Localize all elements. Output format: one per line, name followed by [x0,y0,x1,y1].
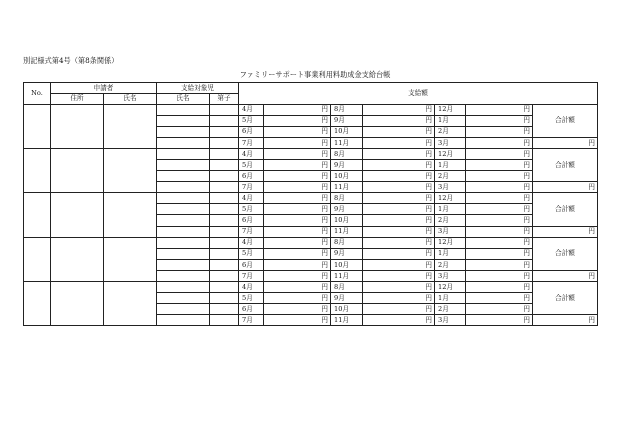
child-order-cell[interactable] [210,159,239,170]
document-title: ファミリーサポート事業利用料助成金支給台帳 [239,70,391,79]
month-amount-cell[interactable]: 円 [264,304,331,315]
child-order-cell[interactable] [210,115,239,126]
total-amount-cell[interactable]: 円 [533,270,598,281]
month-amount-cell[interactable]: 円 [363,137,435,148]
month-label: 4月 [239,282,264,293]
total-amount-cell[interactable]: 円 [533,315,598,326]
child-order-cell[interactable] [210,304,239,315]
month-label: 4月 [239,193,264,204]
month-amount-cell[interactable]: 円 [264,171,331,182]
address-header: 住所 [51,94,104,105]
month-label: 7月 [239,270,264,281]
child-order-cell[interactable] [210,215,239,226]
no-header: No. [24,83,51,105]
month-amount-cell[interactable]: 円 [466,182,533,193]
child-order-header: 第子 [210,94,239,105]
month-amount-cell[interactable]: 円 [264,148,331,159]
month-label: 2月 [435,171,466,182]
total-label: 合計額 [533,148,598,181]
month-label: 12月 [435,148,466,159]
month-amount-cell[interactable]: 円 [363,148,435,159]
month-amount-cell[interactable]: 円 [466,248,533,259]
month-amount-cell[interactable]: 円 [264,104,331,115]
month-amount-cell[interactable]: 円 [264,248,331,259]
applicant-address-cell[interactable] [51,148,104,192]
month-amount-cell[interactable]: 円 [264,182,331,193]
month-label: 5月 [239,293,264,304]
month-amount-cell[interactable]: 円 [363,171,435,182]
child-order-cell[interactable] [210,182,239,193]
record-no-cell[interactable] [24,193,51,237]
month-label: 1月 [435,159,466,170]
total-amount-cell[interactable]: 円 [533,137,598,148]
child-name-cell[interactable] [157,148,210,159]
month-label: 10月 [331,126,363,137]
child-order-cell[interactable] [210,293,239,304]
child-order-cell[interactable] [210,282,239,293]
month-label: 3月 [435,137,466,148]
month-amount-cell[interactable]: 円 [466,104,533,115]
month-label: 2月 [435,215,466,226]
month-label: 9月 [331,159,363,170]
record-no-cell[interactable] [24,282,51,326]
month-label: 8月 [331,282,363,293]
child-name-cell[interactable] [157,126,210,137]
total-amount-cell[interactable]: 円 [533,226,598,237]
month-amount-cell[interactable]: 円 [363,293,435,304]
month-label: 5月 [239,248,264,259]
child-order-cell[interactable] [210,171,239,182]
child-name-cell[interactable] [157,282,210,293]
month-amount-cell[interactable]: 円 [264,270,331,281]
month-amount-cell[interactable]: 円 [264,315,331,326]
month-amount-cell[interactable]: 円 [363,115,435,126]
month-label: 3月 [435,182,466,193]
month-label: 10月 [331,171,363,182]
child-order-cell[interactable] [210,193,239,204]
month-label: 7月 [239,226,264,237]
month-amount-cell[interactable]: 円 [466,270,533,281]
child-name-cell[interactable] [157,248,210,259]
applicant-name-cell[interactable] [104,237,157,281]
month-label: 8月 [331,104,363,115]
month-amount-cell[interactable]: 円 [466,282,533,293]
month-label: 4月 [239,237,264,248]
month-amount-cell[interactable]: 円 [363,159,435,170]
month-label: 8月 [331,237,363,248]
month-label: 11月 [331,270,363,281]
amount-header: 支給額 [239,83,598,105]
child-order-cell[interactable] [210,226,239,237]
month-label: 12月 [435,104,466,115]
month-label: 1月 [435,293,466,304]
month-amount-cell[interactable]: 円 [363,248,435,259]
month-amount-cell[interactable]: 円 [264,137,331,148]
month-amount-cell[interactable]: 円 [363,226,435,237]
month-label: 1月 [435,248,466,259]
form-number-label: 別記様式第4号（第8条関係） [23,56,119,65]
month-label: 12月 [435,282,466,293]
month-label: 10月 [331,259,363,270]
month-amount-cell[interactable]: 円 [363,215,435,226]
header-row-1 [24,83,598,94]
applicant-name-cell[interactable] [104,282,157,326]
child-name-cell[interactable] [157,226,210,237]
month-amount-cell[interactable]: 円 [363,104,435,115]
month-label: 9月 [331,204,363,215]
applicant-address-cell[interactable] [51,193,104,237]
month-label: 5月 [239,159,264,170]
child-order-cell[interactable] [210,259,239,270]
applicant-name-cell[interactable] [104,104,157,148]
record-row [24,237,598,248]
record-row [24,282,598,293]
month-label: 9月 [331,115,363,126]
month-amount-cell[interactable]: 円 [363,259,435,270]
month-amount-cell[interactable]: 円 [363,270,435,281]
applicant-name-cell[interactable] [104,148,157,192]
month-label: 7月 [239,137,264,148]
child-name-cell[interactable] [157,182,210,193]
month-amount-cell[interactable]: 円 [264,126,331,137]
total-label: 合計額 [533,104,598,137]
child-name-cell[interactable] [157,259,210,270]
applicant-address-cell[interactable] [51,237,104,281]
month-amount-cell[interactable]: 円 [466,171,533,182]
child-name-cell[interactable] [157,193,210,204]
month-amount-cell[interactable]: 円 [264,226,331,237]
month-label: 8月 [331,193,363,204]
month-amount-cell[interactable]: 円 [466,215,533,226]
total-label: 合計額 [533,282,598,315]
month-label: 11月 [331,315,363,326]
month-amount-cell[interactable]: 円 [264,237,331,248]
month-label: 3月 [435,270,466,281]
applicant-name-header: 氏名 [104,94,157,105]
child-order-cell[interactable] [210,126,239,137]
child-name-cell[interactable] [157,204,210,215]
child-name-header: 氏名 [157,94,210,105]
subsidy-ledger-table [23,82,598,326]
month-label: 10月 [331,215,363,226]
month-label: 6月 [239,215,264,226]
applicant-address-cell[interactable] [51,104,104,148]
record-row [24,104,598,115]
month-label: 11月 [331,226,363,237]
month-amount-cell[interactable]: 円 [363,193,435,204]
month-label: 7月 [239,182,264,193]
record-no-cell[interactable] [24,148,51,192]
child-name-cell[interactable] [157,104,210,115]
child-name-cell[interactable] [157,304,210,315]
child-order-cell[interactable] [210,137,239,148]
month-label: 9月 [331,248,363,259]
child-name-cell[interactable] [157,115,210,126]
month-label: 5月 [239,115,264,126]
record-row [24,148,598,159]
applicant-name-cell[interactable] [104,193,157,237]
month-label: 10月 [331,304,363,315]
month-label: 11月 [331,137,363,148]
month-label: 6月 [239,126,264,137]
month-label: 4月 [239,148,264,159]
month-label: 7月 [239,315,264,326]
month-amount-cell[interactable]: 円 [264,293,331,304]
month-label: 3月 [435,315,466,326]
month-amount-cell[interactable]: 円 [363,282,435,293]
applicant-header: 申請者 [51,83,157,94]
child-order-cell[interactable] [210,248,239,259]
month-label: 2月 [435,126,466,137]
month-amount-cell[interactable]: 円 [363,315,435,326]
month-amount-cell[interactable]: 円 [363,237,435,248]
month-amount-cell[interactable]: 円 [363,204,435,215]
month-label: 2月 [435,259,466,270]
month-amount-cell[interactable]: 円 [264,159,331,170]
record-no-cell[interactable] [24,237,51,281]
month-label: 9月 [331,293,363,304]
month-label: 4月 [239,104,264,115]
child-order-cell[interactable] [210,104,239,115]
month-amount-cell[interactable]: 円 [264,282,331,293]
child-order-cell[interactable] [210,204,239,215]
month-amount-cell[interactable]: 円 [466,293,533,304]
month-label: 2月 [435,304,466,315]
applicant-address-cell[interactable] [51,282,104,326]
month-amount-cell[interactable]: 円 [363,126,435,137]
month-amount-cell[interactable]: 円 [264,115,331,126]
month-label: 8月 [331,148,363,159]
month-amount-cell[interactable]: 円 [466,126,533,137]
child-order-cell[interactable] [210,148,239,159]
month-label: 1月 [435,204,466,215]
month-amount-cell[interactable]: 円 [264,259,331,270]
record-row [24,193,598,204]
total-label: 合計額 [533,237,598,270]
child-name-cell[interactable] [157,270,210,281]
target-child-header: 支給対象児 [157,83,239,94]
record-no-cell[interactable] [24,104,51,148]
child-order-cell[interactable] [210,270,239,281]
month-label: 12月 [435,237,466,248]
month-label: 1月 [435,115,466,126]
month-label: 5月 [239,204,264,215]
total-label: 合計額 [533,193,598,226]
child-name-cell[interactable] [157,159,210,170]
month-amount-cell[interactable]: 円 [466,159,533,170]
month-amount-cell[interactable]: 円 [466,304,533,315]
month-label: 3月 [435,226,466,237]
child-name-cell[interactable] [157,137,210,148]
month-amount-cell[interactable]: 円 [363,304,435,315]
month-label: 12月 [435,193,466,204]
child-name-cell[interactable] [157,315,210,326]
child-name-cell[interactable] [157,171,210,182]
month-amount-cell[interactable]: 円 [466,115,533,126]
month-amount-cell[interactable]: 円 [466,259,533,270]
month-amount-cell[interactable]: 円 [363,182,435,193]
month-amount-cell[interactable]: 円 [466,226,533,237]
month-amount-cell[interactable]: 円 [466,315,533,326]
total-amount-cell[interactable]: 円 [533,182,598,193]
child-name-cell[interactable] [157,237,210,248]
month-amount-cell[interactable]: 円 [264,204,331,215]
child-name-cell[interactable] [157,215,210,226]
child-order-cell[interactable] [210,237,239,248]
month-amount-cell[interactable]: 円 [264,215,331,226]
month-amount-cell[interactable]: 円 [466,204,533,215]
child-order-cell[interactable] [210,315,239,326]
month-label: 6月 [239,304,264,315]
child-name-cell[interactable] [157,293,210,304]
month-amount-cell[interactable]: 円 [466,237,533,248]
month-amount-cell[interactable]: 円 [264,193,331,204]
month-amount-cell[interactable]: 円 [466,137,533,148]
month-label: 6月 [239,171,264,182]
month-amount-cell[interactable]: 円 [466,193,533,204]
month-label: 11月 [331,182,363,193]
month-amount-cell[interactable]: 円 [466,148,533,159]
month-label: 6月 [239,259,264,270]
